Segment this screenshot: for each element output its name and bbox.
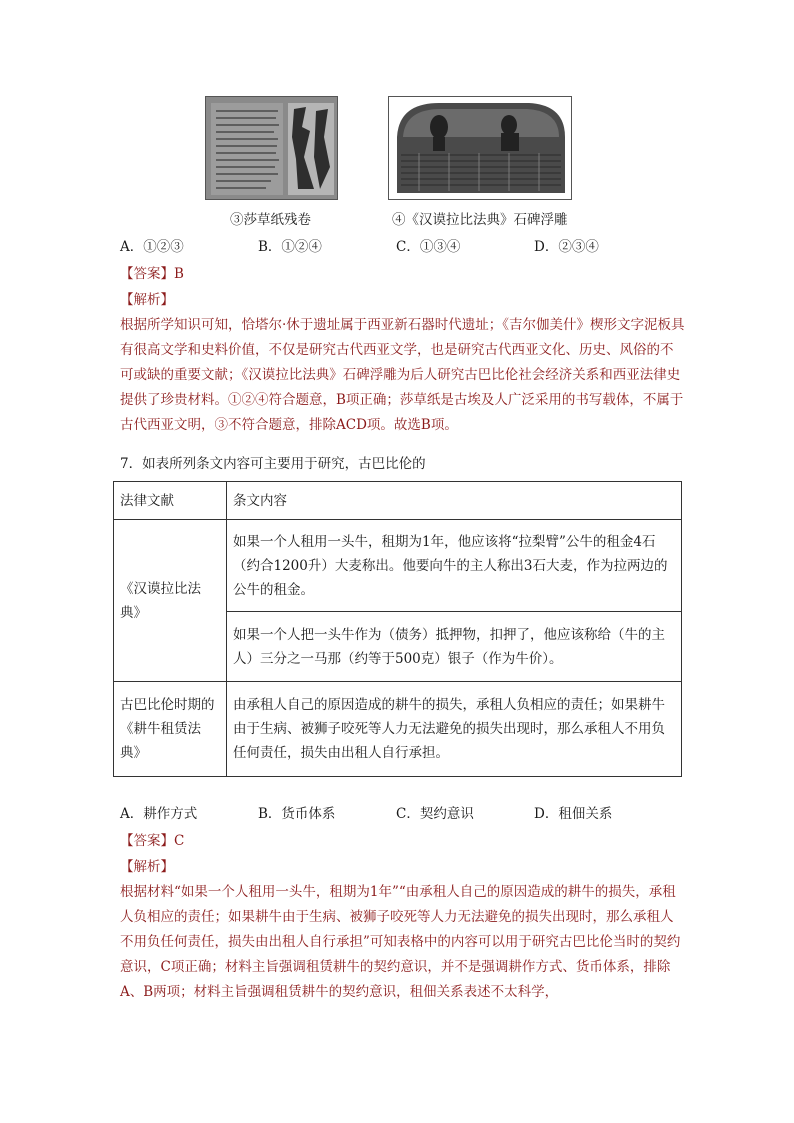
q6-analysis-label: 【解析】	[120, 292, 174, 308]
q6-option-b[interactable]: B．①②④	[258, 239, 322, 255]
q6-answer: 【答案】B	[120, 266, 184, 282]
table-header-content: 条文内容	[227, 482, 682, 520]
table-cell-clause: 如果一个人把一头牛作为（债务）抵押物，扣押了，他应该称给（牛的主人）三分之一马那（约等于500克）银子（作为牛价）。	[227, 612, 682, 682]
table-header-row	[114, 482, 682, 520]
table-cell-doc: 古巴比伦时期的《耕牛租赁法典》	[114, 682, 227, 777]
q7-stem: 7．如表所列条文内容可主要用于研究，古巴比伦的	[120, 456, 426, 472]
q7-option-d[interactable]: D．租佃关系	[534, 806, 613, 822]
q7-answer: 【答案】C	[120, 833, 185, 849]
q6-analysis: 根据所学知识可知，恰塔尔·休于遗址属于西亚新石器时代遗址；《吉尔伽美什》楔形文字泥板具有很高文学和史料价值，不仅是研究古代西亚文学，也是研究古代西亚文化、历史、风俗的不可或缺的重要文献；《汉谟拉比法典》石碑浮雕为后人研究古巴比伦社会经济关系和西亚法律史提供了珍贵材料。①②④符合题意，B项正确；莎草纸是古埃及人广泛采用的书写载体，不属于古代西亚文明，③不符合题意，排除ACD项。故选B项。	[120, 317, 685, 433]
q7-analysis-label: 【解析】	[120, 859, 174, 875]
q7-option-b[interactable]: B．货币体系	[258, 806, 336, 822]
law-table	[113, 481, 682, 777]
q7-option-c[interactable]: C．契约意识	[396, 806, 474, 822]
q6-option-d[interactable]: D．②③④	[534, 239, 599, 255]
table-cell-clause: 如果一个人租用一头牛，租期为1年，他应该将“拉梨臂”公牛的租金4石（约合1200升）大麦称出。他要向牛的主人称出3石大麦，作为拉两边的公牛的租金。	[227, 520, 682, 612]
q6-option-a[interactable]: A．①②③	[120, 239, 184, 255]
table-row	[114, 520, 682, 612]
papyrus-fragment-image	[205, 96, 338, 200]
q6-option-c[interactable]: C．①③④	[396, 239, 461, 255]
figure-4-caption: ④《汉谟拉比法典》石碑浮雕	[392, 212, 568, 228]
q7-option-a[interactable]: A．耕作方式	[120, 806, 198, 822]
figure-3-caption: ③莎草纸残卷	[230, 212, 311, 228]
table-cell-clause: 由承租人自己的原因造成的耕牛的损失，承租人负相应的责任；如果耕牛由于生病、被狮子咬死等人力无法避免的损失出现时，那么承租人不用负任何责任，损失由出租人自行承担。	[227, 682, 682, 777]
table-row	[114, 682, 682, 777]
q7-analysis: 根据材料“如果一个人租用一头牛，租期为1年”“由承租人自己的原因造成的耕牛的损失，承租人负相应的责任；如果耕牛由于生病、被狮子咬死等人力无法避免的损失出现时，那么承租人不用负任何责任，损失由出租人自行承担”可知表格中的内容可以用于研究古巴比伦当时的契约意识，C项正确；材料主旨强调租赁耕牛的契约意识，并不是强调耕作方式、货币体系，排除A、B两项；材料主旨强调租赁耕牛的契约意识，租佃关系表述不太科学，	[120, 884, 681, 1000]
table-cell-doc: 《汉谟拉比法典》	[114, 520, 227, 682]
table-header-doc: 法律文献	[114, 482, 227, 520]
hammurabi-stele-relief-image	[388, 96, 572, 200]
